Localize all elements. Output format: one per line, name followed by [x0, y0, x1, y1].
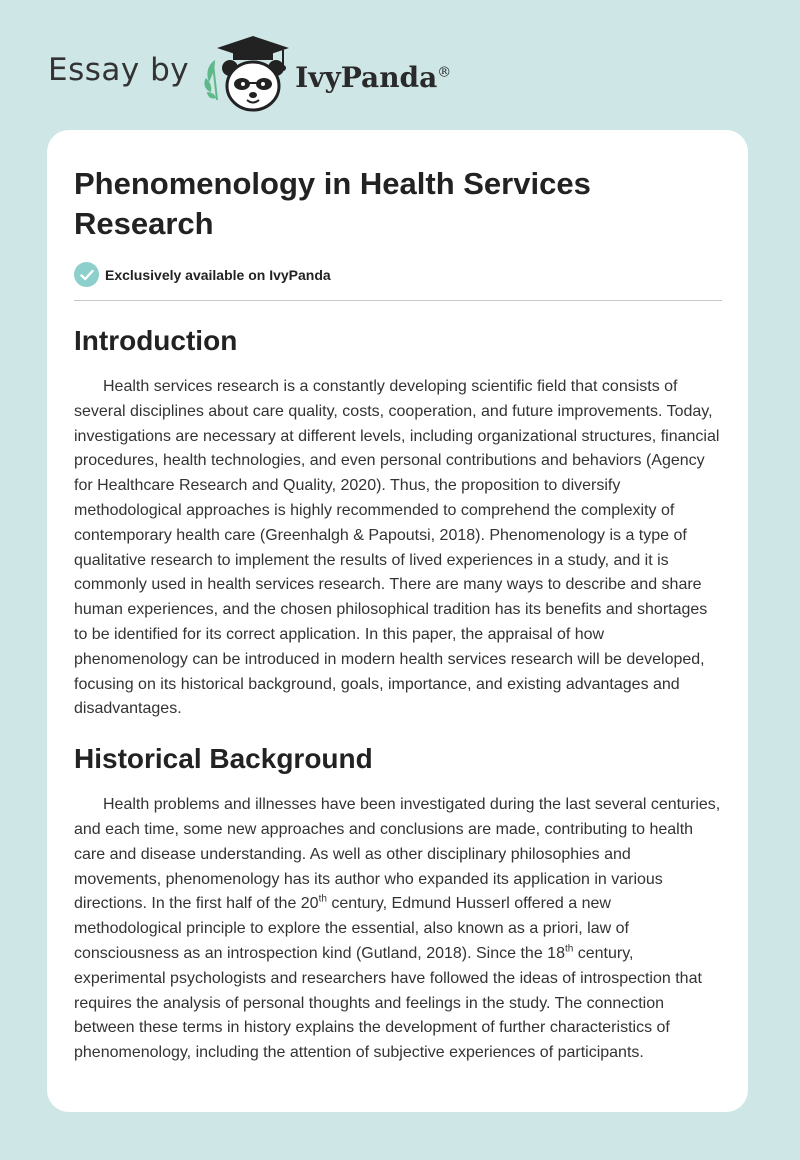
historical-background-paragraph: Health problems and illnesses have been investigated during the last several centuries, and each time, some new approaches and conclusions are made, contributing to health care and disease understanding. As well as other disciplinary philosophies and movements, phenomenology has its author who expanded its application in various directions. In the first half of the 20th century, Edmund Husserl offered a new methodological principle to explore the essential, also known as a priori, law of consciousness as an introspection kind (Gutland, 2018). Since the 18th century, experimental psychologists and researchers have followed the ideas of introspection that requires the analysis of personal thoughts and feelings in the study. The connection between these terms in history explains the development of further characteristics of phenomenology, including the attention of subjective experiences of participants.	[74, 796, 721, 1062]
badge-text: Exclusively available on IvyPanda	[105, 266, 331, 283]
superscript: th	[318, 894, 327, 906]
site-header	[48, 34, 451, 114]
panda-logo-icon	[203, 34, 289, 114]
section-heading-historical-background: Historical Background	[74, 743, 373, 775]
superscript: th	[564, 943, 574, 955]
essay-by-label: Essay by	[48, 52, 190, 88]
introduction-paragraph: Health services research is a constantly developing scientific field that consists of several disciplines about care quality, costs, cooperation, and future improvements. Today, investigations are necessary at different levels, including organizational structures, financial procedures, health technologies, and even personal contributions and behaviors (Agency for Healthcare Research and Quality, 2020). Thus, the proposition to diversify methodological approaches is highly recommended to comprehend the complexity of contemporary health care (Greenhalgh & Papoutsi, 2018). Phenomenology is a type of qualitative research to implement the results of lived experiences in a study, and it is commonly used in health services research. There are many ways to describe and share human experiences, and the chosen philosophical tradition has its benefits and shortages to be identified for its correct application. In this paper, the appraisal of how phenomenology can be introduced in modern health services research will be developed, focusing on its historical background, goals, importance, and existing advantages and disadvantages.	[74, 378, 720, 718]
registered-mark: ®	[437, 64, 452, 81]
ivypanda-logo[interactable]	[203, 34, 451, 114]
check-icon	[74, 262, 99, 287]
essay-card	[47, 130, 748, 1112]
exclusive-badge	[74, 262, 722, 287]
section-heading-introduction: Introduction	[74, 325, 238, 356]
brand-name: IvyPanda®	[295, 60, 452, 94]
divider	[74, 300, 722, 301]
page-title: Phenomenology in Health Services Research	[74, 166, 591, 241]
